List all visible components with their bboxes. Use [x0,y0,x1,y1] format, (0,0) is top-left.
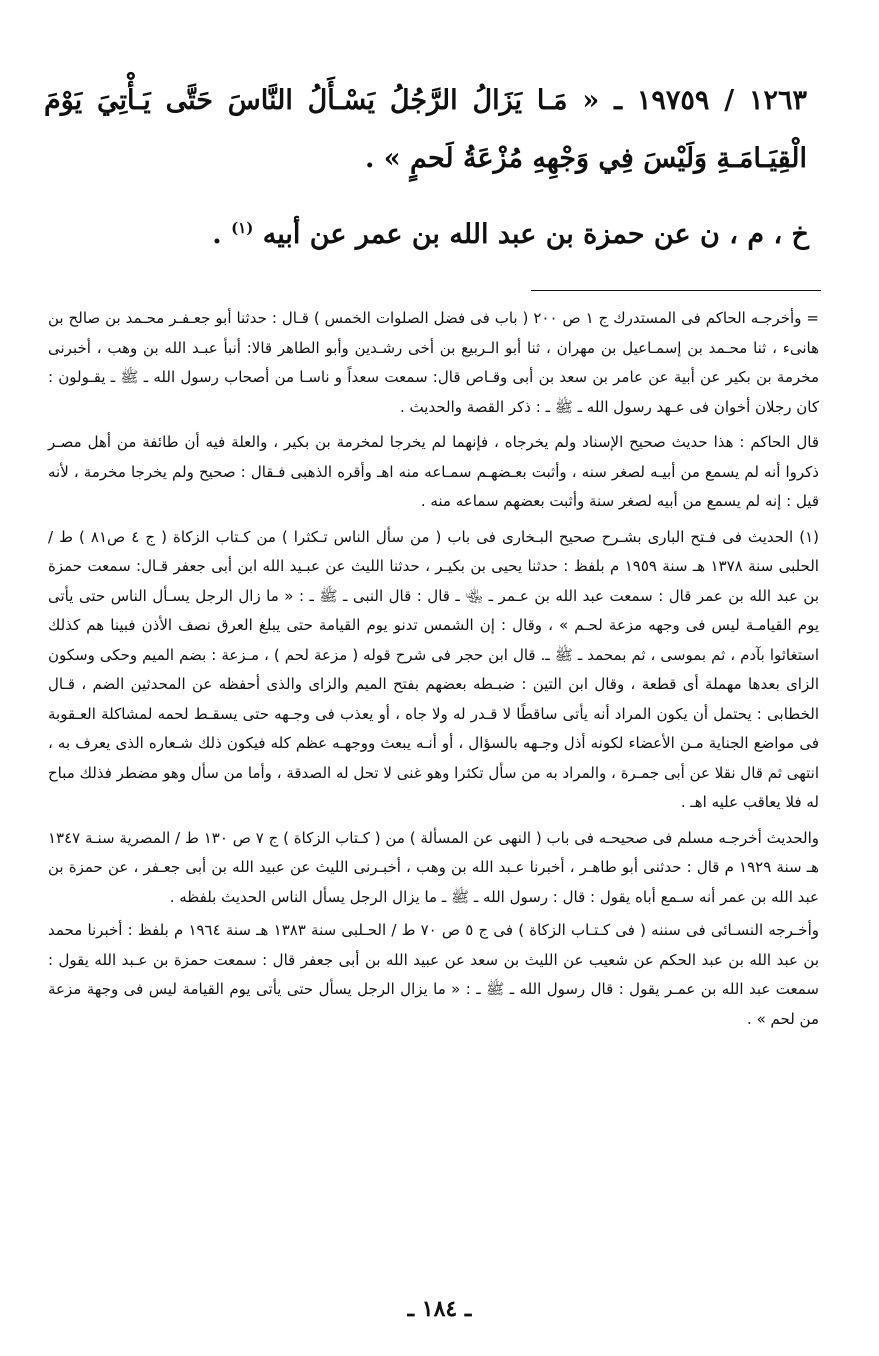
hadith-number: ١٢٦٣ / ١٩٧٥٩ ـ [614,85,807,116]
footnote-paragraph: = وأخرجـه الحاكم فى المستدرك ج ١ ص ٢٠٠ ( باب فى فضل الصلوات الخمس ) قـال : حدثنا أبو جعـفـر محـمد بن صالح بن هانىء ، ثنا محـمد بن إسمـاعيل بن مهران ، ثنا أبو الـربيع بن أخى رشـدين وأبو الطاهر قالا: أنبأ عبـد الله بن وهب ، أخبرنى مخرمة بن بكير عن أبية عن عامر بن سعد بن أبى وقـاص قال: سمعت سعداً و ناسـا من أصحاب رسول الله ـ ﷺ ـ يقـولون : كان رجلان أخوان فى عـهد رسول الله ـ ﷺ ـ : ذكر القصة والحديث . [48,309,819,416]
hadith-text-block [44,72,807,188]
page-number: ـ ١٨٤ ـ [407,1296,472,1322]
footnote-reference: (١) [231,219,254,237]
hadith-text: « مَـا يَزَالُ الرَّجُلُ يَسْـأَلُ النَّاسَ حَتَّى يَـأْتِيَ يَوْمَ الْقِيَـامَـةِ وَلَيْسَ فِي وَجْهِهِ مُزْعَةُ لَحمٍ » . [44,85,807,174]
hadith-source: خ ، م ، ن عن حمزة بن عبد الله بن عمر عن أبيه [262,219,809,250]
hadith-source-line [44,208,809,255]
footnotes [48,304,819,1038]
footnote-paragraph: (١) الحديث فى فـتح البارى بشـرح صحيح البـخارى فى باب ( من سأل الناس تـكثرا ) من كـتاب الزكاة ( ج ٤ ص٨١ ) ط / الحلبى سنة ١٣٧٨ هـ سنة ١٩٥٩ م بلفظ : حدثنا يحيى بن بكيـر ، حدثنا الليث عن عبـيد الله ابن أبى جعفر قـال: سمعت حمزة بن عبد الله بن عمر قال : سمعت عبد الله بن عـمر ـ ﵄ ـ قال : قال النبى ـ ﷺ ـ : « ما زال الرجل يسـأل الناس حتى يأتى يوم القيامـة ليس فى وجهه مزعة لحـم » ، وقال : إن الشمس تدنو يوم القيامة حتى يبلغ العرق نصف الأذن فبينا هم كذلك استغاثوا بآدم ، ثم بموسى ، ثم بمحمد ـ ﷺ ـ. قال ابن حجر فى شرح قوله ( مزعة لحم ) ، مـزعة : بضم الميم وحكى وسكون الزاى بعدها مهملة أى قطعة ، وقال ابن التين : ضبـطه بعضهم بفتح الميم والزاى والذى أحفظه عن المحدثين الضم ، قـال الخطابى : يحتمل أن يكون المراد أنه يأتى ساقطًا لا قـدر له ولا جاه ، أو يعذب فى وجـهه حتى يسقـط لحمه لمشاكلة العـقوبة فى مواضع الجناية مـن الأعضاء لكونه أذل وجـهه بالسؤال ، أو أنـه يبعث ووجهـه عظم كله فيكون ذلك شـعاره الذى يعرف به ، انتهى ثم قال نقلا عن أبى جمـرة ، والمراد به من سأل تكثرا وهو غنى لا تحل له الصدقة ، وأما من سأل وهو مضطر فذلك مباح له فلا يعاقب عليه اهـ . [48,527,819,811]
footnote-paragraph: والحديث أخرجـه مسلم فى صحيحـه فى باب ( النهى عن المسألة ) من ( كـتاب الزكاة ) ج ٧ ص ١٣٠ ط / المصرية سنـة ١٣٤٧ هـ سنة ١٩٢٩ م قال : حدثنى أبو طاهـر ، أخبرنا عـبد الله بن وهب ، أخبـرنى الليث عن عبيد الله بن أبى جعـفر ، عن حمزة بن عبد الله بن عمر أنه سـمع أباه يقول : قال : رسول الله ـ ﷺ ـ ما يزال الرجل يسأل الناس الحديث بلفظه . [48,828,820,906]
footnote-divider [531,290,821,291]
source-terminator: . [212,219,222,250]
footnote-paragraph: قال الحاكم : هذا حديث صحيح الإسناد ولم يخرجاه ، فإنهما لم يخرجا لمخرمة بن بكير ، والعلة فيه أن طائفة من أهل مصـر ذكروا أنه لم يسمع من أبيـه لصغر سنه ، وأثبت بعـضهـم سمـاعه منه اهـ وأقره الذهبى فـقال : صحيح ولم يخرجا مخرمة ، لأنه قيل : إنه لم يسمع من أبيه لصغر سنة وأثبت بعضهم سماعه منه . [48,433,819,510]
footnote-paragraph: وأخـرجه النسـائى فى سننه ( فى كـتـاب الزكاة ) فى ج ٥ ص ٧٠ ط / الحـلبى سنة ١٣٨٣ هـ سنة ١٩٦٤ م بلفظ : أخبرنا محمد بن عبد الله بن عبد الحكم عن شعيب عن الليث بن سعد عن عبيد الله بن أبى جعفر قال : سمعت حمزة بن عـبد الله يقول : سمعت عبد الله بن عمـر يقول : قال رسول الله ـ ﷺ ـ : « ما يزال الرجل يسأل حتى يأتى يوم القيامة ليس فى وجهة مزعة من لحم » . [48,921,819,1028]
